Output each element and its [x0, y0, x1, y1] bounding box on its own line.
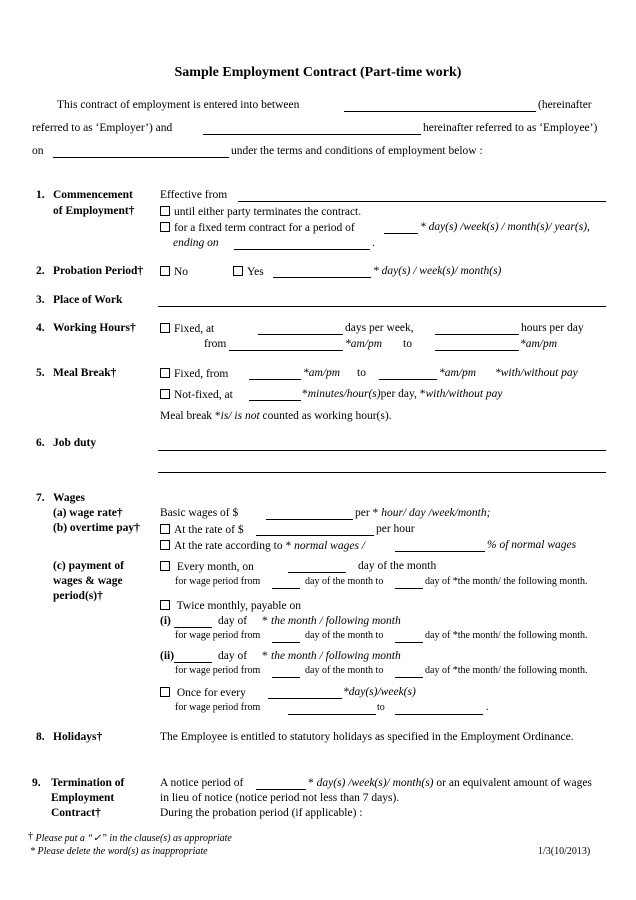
checkbox-icon[interactable]: [160, 368, 170, 378]
checkbox-icon[interactable]: [160, 206, 170, 216]
section-number: 6.: [36, 437, 45, 449]
asterisk: *: [262, 650, 268, 662]
basic-wages-units: per * hour/ day /week/month;: [355, 507, 491, 519]
hours-per-day-field[interactable]: [435, 334, 519, 335]
wage-period-end-field[interactable]: [395, 642, 423, 643]
checkbox-icon[interactable]: [160, 524, 170, 534]
work-from-time-field[interactable]: [229, 350, 343, 351]
wage-period-label: for wage period from: [175, 630, 261, 641]
wage-period-start-field[interactable]: [272, 588, 300, 589]
item-marker: (i): [160, 615, 171, 627]
twice-day-1-field[interactable]: [174, 627, 212, 628]
contract-date-field[interactable]: [53, 157, 229, 158]
place-of-work-field[interactable]: [158, 306, 606, 307]
pay-every-month-option[interactable]: Every month, on: [160, 561, 254, 574]
wage-period-end-field[interactable]: [395, 588, 423, 589]
month-choice-label: the month / following month: [271, 615, 401, 627]
to-label: to: [357, 367, 366, 379]
probation-no-option[interactable]: No: [160, 266, 188, 279]
probation-yes-option[interactable]: Yes: [233, 266, 264, 279]
job-duty-field-1[interactable]: [158, 450, 606, 451]
intro-text: on: [32, 145, 44, 157]
page-title: Sample Employment Contract (Part-time work): [174, 65, 462, 80]
checkbox-icon[interactable]: [160, 600, 170, 610]
ampm-label: *am/pm: [439, 367, 477, 379]
ampm-label: *am/pm: [345, 338, 383, 350]
footnote-delete: * Please delete the word(s) as inappropriate: [30, 846, 208, 857]
days-per-week-label: days per week,: [345, 322, 414, 334]
section-number: 4.: [36, 322, 45, 334]
section-number: 9.: [32, 777, 41, 789]
notice-period-text: in lieu of notice (notice period not less than 7 days).: [160, 792, 400, 804]
footnote-checkmark: † Please put a “✓” in the clause(s) as appropriate: [28, 831, 232, 844]
asterisk: *: [262, 615, 268, 627]
wage-period-label: day of *the month/ the following month.: [425, 665, 588, 676]
fixed-term-period-field[interactable]: [384, 233, 418, 234]
period-units: * day(s) /week(s) / month(s)/ year(s),: [420, 221, 590, 233]
once-period-field[interactable]: [268, 698, 342, 699]
checkbox-icon[interactable]: [160, 266, 170, 276]
wage-period-label: day of the month to: [305, 665, 384, 676]
item-marker: (ii): [160, 650, 175, 662]
section-label: Termination of: [51, 777, 125, 789]
from-label: from: [204, 338, 227, 350]
probation-period-field[interactable]: [273, 277, 371, 278]
once-wage-period-end-field[interactable]: [395, 714, 483, 715]
overtime-normal-option[interactable]: At the rate according to * normal wages /: [160, 540, 365, 553]
hours-per-day-label: hours per day: [521, 322, 584, 334]
section-number: 7.: [36, 492, 45, 504]
meal-from-field[interactable]: [249, 379, 301, 380]
section-number: 1.: [36, 189, 45, 201]
section-label: Place of Work: [53, 294, 123, 306]
section-label: Job duty: [53, 437, 97, 449]
section-label: Contract†: [51, 807, 101, 819]
wage-period-label: for wage period from: [175, 702, 261, 713]
punctuation: .: [486, 702, 489, 713]
pay-once-for-every-option[interactable]: Once for every: [160, 687, 246, 700]
meal-duration-field[interactable]: [249, 400, 301, 401]
effective-from-label: Effective from: [160, 189, 228, 201]
work-to-time-field[interactable]: [435, 350, 519, 351]
intro-text: hereinafter referred to as ‘Employee’): [423, 122, 598, 134]
section-number: 5.: [36, 367, 45, 379]
with-without-pay-label: *with/without pay: [495, 367, 578, 379]
section-label: of Employment†: [53, 205, 135, 217]
section-label: Employment: [51, 792, 115, 804]
wage-period-label: day of *the month/ the following month.: [425, 630, 588, 641]
checkbox-icon[interactable]: [160, 561, 170, 571]
checkbox-icon[interactable]: [160, 540, 170, 550]
wage-period-label: day of the month to: [305, 630, 384, 641]
section-label: Meal Break†: [53, 367, 117, 379]
checkbox-icon[interactable]: [160, 389, 170, 399]
section-number: 8.: [36, 731, 45, 743]
wage-period-start-field[interactable]: [272, 677, 300, 678]
percent-normal-label: % of normal wages: [487, 539, 577, 551]
intro-text: under the terms and conditions of employment below :: [231, 145, 483, 157]
probation-notice-text: During the probation period (if applicable) :: [160, 807, 363, 819]
meal-to-field[interactable]: [379, 379, 437, 380]
section-number: 2.: [36, 265, 45, 277]
meal-break-note: Meal break *is/ is not counted as working hour(s).: [160, 410, 392, 422]
days-per-week-field[interactable]: [258, 334, 343, 335]
twice-day-2-field[interactable]: [174, 662, 212, 663]
notice-period-label: A notice period of: [160, 777, 244, 789]
section-label: wages & wage: [53, 575, 123, 587]
pay-day-field[interactable]: [288, 572, 346, 573]
section-label: period(s)†: [53, 590, 103, 602]
working-hours-fixed-option[interactable]: Fixed, at: [160, 323, 214, 336]
wage-period-label: day of *the month/ the following month.: [425, 576, 588, 587]
intro-text: This contract of employment is entered into between: [57, 99, 300, 111]
ending-on-label: ending on: [173, 237, 219, 249]
month-choice-label: the month / following month: [271, 650, 401, 662]
job-duty-field-2[interactable]: [158, 472, 606, 473]
section-label: Wages: [53, 492, 85, 504]
overtime-rate-field[interactable]: [256, 535, 374, 536]
probation-units: * day(s) / week(s)/ month(s): [373, 265, 502, 277]
wage-period-start-field[interactable]: [272, 642, 300, 643]
meal-duration-units: *minutes/hour(s)per day, *with/without pay: [302, 388, 503, 400]
wage-period-label: for wage period from: [175, 576, 261, 587]
intro-text: referred to as ‘Employer’) and: [32, 122, 173, 134]
section-label: Probation Period†: [53, 265, 144, 277]
section-label: Working Hours†: [53, 322, 136, 334]
option-fixed-term[interactable]: for a fixed term contract for a period of: [160, 222, 355, 235]
meal-fixed-option[interactable]: Fixed, from: [160, 368, 228, 381]
page-number: 1/3(10/2013): [538, 846, 591, 857]
checkbox-icon[interactable]: [160, 687, 170, 697]
holidays-text: The Employee is entitled to statutory holidays as specified in the Employment Ordinance.: [160, 731, 574, 743]
pay-twice-monthly-option[interactable]: Twice monthly, payable on: [160, 600, 301, 613]
overtime-rate-option[interactable]: At the rate of $: [160, 524, 244, 537]
day-week-label: *day(s)/week(s): [343, 686, 416, 698]
checkbox-icon[interactable]: [160, 222, 170, 232]
employer-name-field[interactable]: [344, 111, 536, 112]
checkbox-icon[interactable]: [160, 323, 170, 333]
section-label: Commencement: [53, 189, 133, 201]
wage-period-label: day of the month to: [305, 576, 384, 587]
wage-period-label: for wage period from: [175, 665, 261, 676]
section-number: 3.: [36, 294, 45, 306]
overtime-percent-field[interactable]: [395, 551, 485, 552]
to-label: to: [403, 338, 412, 350]
section-label: (c) payment of: [53, 560, 124, 572]
section-label: (a) wage rate†: [53, 507, 123, 519]
section-label: (b) overtime pay†: [53, 522, 140, 534]
notice-period-field[interactable]: [256, 789, 306, 790]
day-of-month-label: day of the month: [358, 560, 437, 572]
section-label: Holidays†: [53, 731, 103, 743]
once-wage-period-start-field[interactable]: [288, 714, 376, 715]
day-of-label: day of: [218, 650, 248, 662]
basic-wages-label: Basic wages of $: [160, 507, 239, 519]
employee-name-field[interactable]: [203, 134, 421, 135]
per-hour-label: per hour: [376, 523, 415, 535]
option-until-terminated[interactable]: until either party terminates the contract.: [160, 206, 361, 219]
punctuation: .: [372, 237, 375, 249]
meal-not-fixed-option[interactable]: Not-fixed, at: [160, 389, 233, 402]
intro-text: (hereinafter: [538, 99, 592, 111]
notice-period-text: * day(s) /week(s)/ month(s) or an equivalent amount of wages: [308, 777, 592, 789]
ending-on-field[interactable]: [234, 249, 370, 250]
wage-period-end-field[interactable]: [395, 677, 423, 678]
effective-from-field[interactable]: [238, 201, 606, 202]
day-of-label: day of: [218, 615, 248, 627]
ampm-label: *am/pm: [520, 338, 558, 350]
basic-wages-field[interactable]: [266, 519, 353, 520]
checkbox-icon[interactable]: [233, 266, 243, 276]
to-label: to: [377, 702, 385, 713]
ampm-label: *am/pm: [303, 367, 341, 379]
